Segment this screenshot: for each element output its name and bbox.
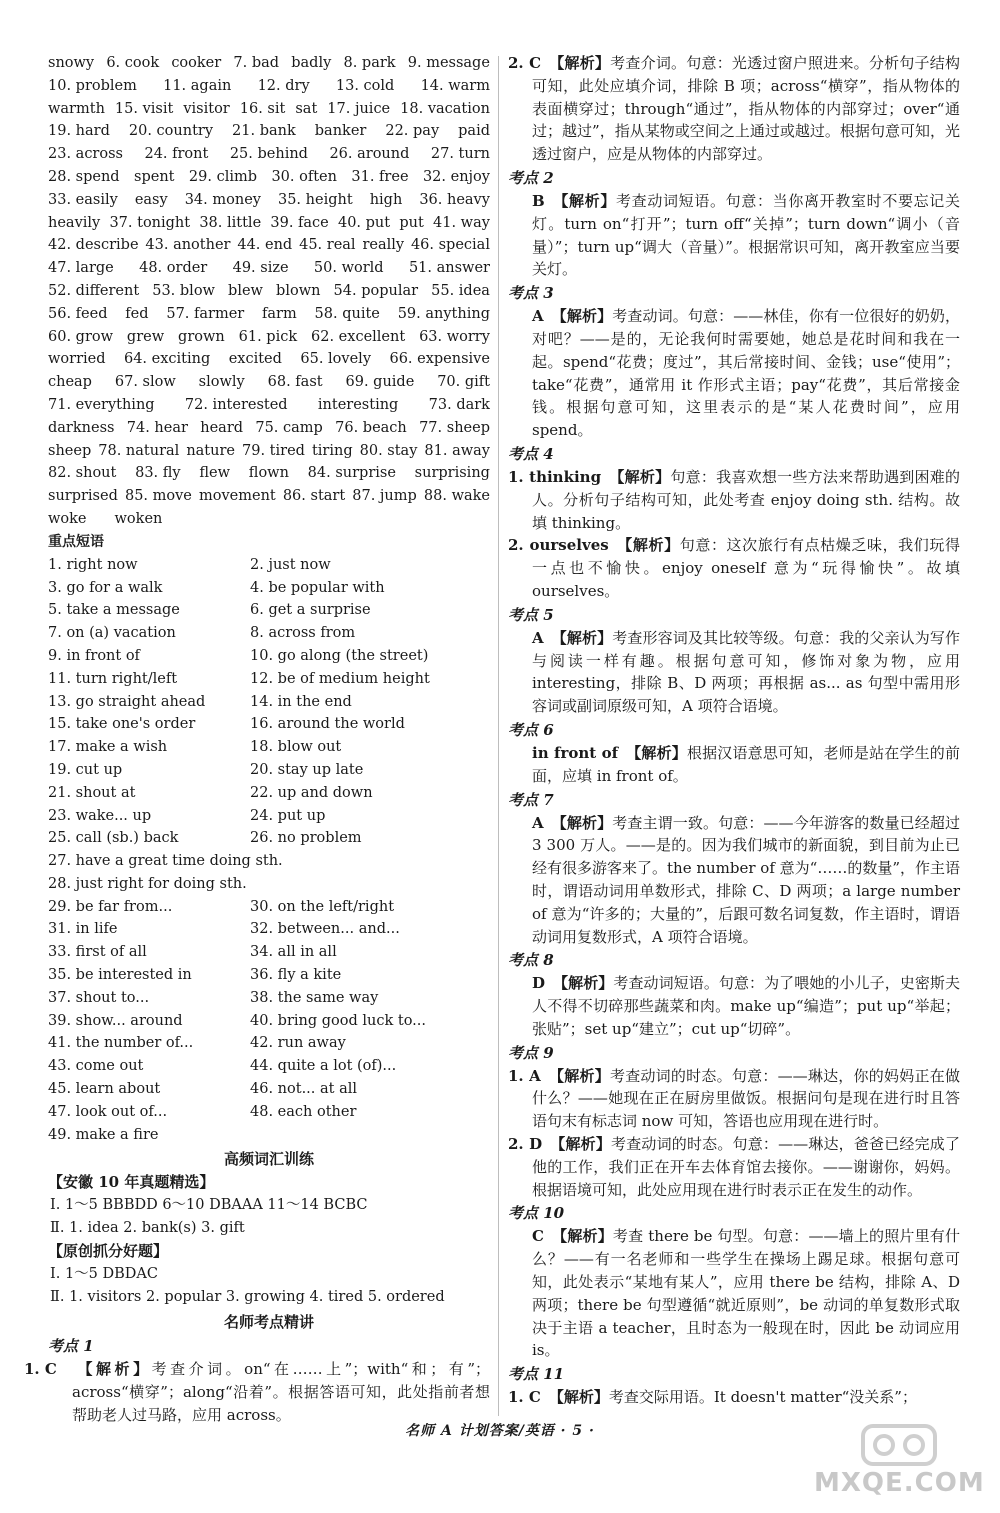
original-answer-2: Ⅱ. 1. visitors 2. popular 3. growing 4. tired 5. ordered [50,1289,445,1306]
word-entry: farm [262,305,297,322]
word-entry: nature [186,442,235,459]
word-entry: 55. idea [431,282,490,299]
word-entry: slowly [198,374,245,391]
word-entry: 70. gift [437,374,490,391]
answer-item [508,812,960,949]
word-line [48,417,490,440]
kaodian-label: 考点 10 [508,1204,565,1223]
phrase-entry: 15. take one's order [48,716,196,733]
kaodian-label: 考点 4 [508,444,554,463]
phrase-entry: 24. put up [250,807,326,824]
phrase-list [48,554,490,1147]
phrase-row [48,918,490,941]
answer-label: 2. C [508,54,542,72]
phrase-row [48,941,490,964]
analysis-text: 考查动词。句意：——林佳，你有一位很好的奶奶，对吧？——是的，无论我何时需要她，她总是花时间和我在一起。spend“花费；度过”，其后常接时间、金钱；use“使用”；take“花费”，通常用 it 作形式主语；pay“花费”，其后常接金钱。根据句意可知，这里表示的是“某人花费时间”，应用 spend。 [532,307,960,440]
watermark [814,1420,984,1498]
word-entry: 22. pay [385,123,440,140]
word-entry: 49. size [232,260,289,277]
word-entry: tiring [311,442,353,459]
word-entry: 71. everything [48,396,155,413]
kaodian-label: 考点 3 [508,284,554,303]
word-entry: 59. anything [397,305,490,322]
phrase-entry: 18. blow out [250,739,342,756]
word-line [48,189,490,212]
word-entry: blew [228,282,263,299]
word-line [48,371,490,394]
kaodian-label: 考点 5 [508,605,554,624]
phrase-entry: 14. in the end [250,693,352,710]
page-footer: 名师 A 计划答案/英语 · 5 · [405,1423,595,1439]
analysis-text: 考查交际用语。It doesn't matter“没关系”； [608,1388,917,1407]
word-entry: spent [134,168,175,185]
phrase-entry: 45. learn about [48,1081,161,1098]
word-entry: 68. fast [267,374,323,391]
word-entry: banker [314,123,367,140]
word-entry: 74. hear [126,419,188,436]
word-entry: 14. warm [420,77,490,94]
word-entry: 15. visit [114,100,174,117]
kaodian-label: 考点 7 [508,790,554,809]
word-entry: 84. surprise [307,465,396,482]
word-entry: 10. problem [48,77,137,94]
word-entry: movement [198,488,276,505]
phrase-row [48,1078,490,1101]
phrase-row [48,599,490,622]
word-entry: warmth [48,100,105,117]
word-entry: 39. face [270,214,329,231]
word-entry: blown [276,282,321,299]
word-entry: 78. natural [98,442,180,459]
anhui-answer-2: Ⅱ. 1. idea 2. bank(s) 3. gift [50,1220,245,1237]
word-entry: 80. stay [359,442,418,459]
word-entry: 48. order [139,260,208,277]
anhui-answer-1: Ⅰ. 1～5 BBBDD 6～10 DBAAA 11～14 BCBC [50,1197,368,1214]
phrase-entry: 29. be far from... [48,898,173,915]
word-entry: 51. answer [408,260,490,277]
phrase-entry: 21. shout at [48,784,136,801]
analysis-text: 句意：我喜欢想一些方法来帮助遇到困难的人。分析句子结构可知，此处考查 enjoy doing sth. 结构。故填 thinking。 [532,467,960,532]
word-entry: grew [126,328,165,345]
answer-item [508,627,960,718]
phrase-row [48,964,490,987]
answer-item [508,305,960,442]
answer-label: D [532,974,546,993]
answer-label: 2. ourselves [508,536,609,555]
word-entry: 25. behind [229,146,308,163]
word-entry: 65. lovely [300,351,372,368]
word-entry: 31. free [351,168,409,185]
phrase-row [48,805,490,828]
phrase-row [48,736,490,759]
word-entry: excited [228,351,282,368]
word-entry: really [362,237,405,254]
word-entry: 24. front [144,146,209,163]
answer-item [508,972,960,1040]
word-entry: 11. again [163,77,232,94]
phrase-row [48,645,490,668]
kaodian-label: 考点 6 [508,720,554,739]
word-entry: 44. end [237,237,293,254]
answer-label: 1. thinking [508,467,602,486]
watermark-text: MXQE.COM [814,1468,985,1498]
answer-item [508,466,960,534]
word-entry: 58. quite [314,305,380,322]
answer-label: A [532,307,544,326]
phrase-entry: 39. show... around [48,1012,183,1029]
word-entry: 81. away [424,442,490,459]
word-entry: 61. pick [238,328,298,345]
word-entry: 54. popular [333,282,419,299]
word-entry: 45. real [299,237,356,254]
word-entry: 66. expensive [389,351,490,368]
analysis-text: 考查主谓一致。句意：——今年游客的数量已经超过 3 300 万人。——是的。因为我们城市的新面貌，到目前为止已经有很多游客来了。the number of 意为“……的数量”，作主语时，谓语动词用单数形式，排除 C、D 两项；a large number of 意为“许多的；大量的”，后跟可数名词复数，作主语时，谓语动词用复数形式，A 项符合语境。 [532,813,960,946]
word-entry: 12. dry [257,77,310,94]
phrase-entry: 17. make a wish [48,739,168,756]
analysis-text: 考查形容词及其比较等级。句意：我的父亲认为写作与阅读一样有趣。根据句意可知，修饰对象为物，应用 interesting，排除 B、D 两项；再根据 as... as 句型中需用形容词或副词原级可知，A 项符合语境。 [532,628,960,716]
word-line [48,52,490,75]
word-entry: woke [48,510,87,527]
answer-label: B [532,191,545,210]
phrase-row [48,782,490,805]
phrase-entry: 16. around the world [250,716,405,733]
word-entry: 77. sheep [419,419,490,436]
phrase-row [48,668,490,691]
word-entry: 16. sit [239,100,286,117]
word-entry: 43. another [145,237,231,254]
word-entry: 52. different [48,282,140,299]
left-column [24,52,490,1427]
word-entry: 41. way [433,214,490,231]
phrase-row [48,713,490,736]
word-entry: 62. excellent [311,328,406,345]
answer-logo-icon [860,1420,938,1468]
analysis-tag: 【解析】 [551,628,613,647]
word-entry: 42. describe [48,237,139,254]
word-entry: paid [458,123,490,140]
phrase-entry: 23. wake... up [48,807,152,824]
word-entry: 85. move [124,488,192,505]
word-entry: 8. park [343,55,396,71]
word-entry: flew [199,465,231,482]
word-line [48,257,490,280]
word-line [48,462,490,485]
word-entry: 88. wake [423,488,490,505]
analysis-text: 考查动词的时态。句意：——琳达，爸爸已经完成了他的工作，我们正在开车去体育馆去接你。——谢谢你，妈妈。根据语境可知，此处应用现在进行时表示正在发生的动作。 [532,1135,960,1199]
word-entry: heard [200,419,244,436]
word-line [48,508,490,531]
analysis-tag: 【解析】 [609,467,671,486]
word-line [48,303,490,326]
analysis-text: 考查介词。on“在……上”；with“和；有”；across“横穿”；along“沿着”。根据答语可知，此处指前者想帮助老人过马路，应用 across。 [72,1360,490,1425]
word-entry: 40. put [337,214,391,231]
word-entry: 23. across [48,146,123,163]
word-entry: snowy [48,55,95,71]
analysis-text: 考查 there be 句型。句意：——墙上的照片里有什么？——有一名老师和一些学生在操场上踢足球。根据句意可知，此处表示“某地有某人”，应用 there be 结构，排除 A、D 两项；there be 句型遵循“就近原则”，be 动词的单复数形式取决于主语 a teacher，且时态为一般现在时，因此 be 动词应用 is。 [532,1227,960,1360]
phrase-entry: 49. make a fire [48,1126,159,1143]
word-entry: 75. camp [255,419,323,436]
phrase-row [48,622,490,645]
kaodian-label: 考点 9 [508,1043,554,1062]
word-entry: 76. beach [335,419,407,436]
phrase-entry: 13. go straight ahead [48,693,206,710]
analysis-text: 句意：这次旅行有点枯燥乏味，我们玩得一点也不愉快。enjoy oneself 意为“玩得愉快”。故填 ourselves。 [532,536,960,600]
word-line [48,166,490,189]
phrase-entry: 33. first of all [48,944,147,961]
analysis-text: 考查介词。句意：光透过窗户照进来。分析句子结构可知，此处应填介词，排除 B 项；across“横穿”，指从物体的表面横穿过；through“通过”，指从物体的内部穿过；over“通过；越过”，指从某物或空间之上通过或越过。根据句意可知，光透过窗户，应是从物体的内部穿过。 [532,54,960,164]
word-entry: grown [178,328,225,345]
word-line [48,98,490,121]
phrase-row [48,827,490,850]
column-divider [498,56,499,1416]
word-entry: darkness [48,419,115,436]
word-line [48,348,490,371]
phrase-entry: 34. all in all [250,944,337,961]
word-entry: 20. country [128,123,214,140]
original-heading: 【原创抓分好题】 [48,1242,169,1261]
word-entry: 29. climb [188,168,258,185]
phrase-entry: 30. on the left/right [250,898,395,915]
word-entry: 27. turn [430,146,490,163]
word-entry: 67. slow [114,374,176,391]
word-entry: 37. tonight [109,214,191,231]
answer-item [508,1065,960,1133]
word-entry: interesting [317,396,399,413]
analysis-text: 考查动词短语。句意：当你离开教室时不要忘记关灯。turn on“打开”；turn off“关掉”；turn down“调小（音量）”；turn up“调大（音量）”。根据常识可知，离开教室应当要关灯。 [532,191,960,279]
word-line [48,143,490,166]
phrase-entry: 44. quite a lot (of)... [250,1058,397,1075]
word-line [48,212,490,235]
kaodian-label: 考点 1 [48,1337,94,1356]
answer-item [508,534,960,602]
word-entry: 9. message [407,55,490,71]
word-entry: 13. cold [335,77,395,94]
phrase-entry: 12. be of medium height [250,670,430,687]
word-entry: flown [248,465,289,482]
analysis-tag: 【解析】 [548,1066,610,1085]
word-entry: 87. jump [352,488,417,505]
phrase-entry: 1. right now [48,556,138,573]
word-entry: surprised [48,488,118,505]
phrase-entry: 10. go along (the street) [250,647,429,664]
word-entry: 38. little [199,214,262,231]
analysis-tag: 【解析】 [626,743,687,762]
analysis-tag: 【解析】 [549,54,611,72]
word-line [48,440,490,463]
answer-item [508,52,960,166]
word-entry: 53. blow [152,282,215,299]
word-entry: cheap [48,374,92,391]
analysis-tag: 【解析】 [550,1135,612,1154]
word-entry: 60. grow [48,328,114,345]
word-entry: 28. spend [48,168,120,185]
phrase-row [48,554,490,577]
word-entry: 63. worry [419,328,490,345]
kaodian-label: 考点 2 [508,168,554,187]
lecture-title: 名师考点精讲 [223,1313,314,1332]
anhui-heading: 【安徽 10 年真题精选】 [48,1173,215,1192]
phrase-entry: 2. just now [250,556,331,573]
phrase-entry: 32. between... and... [250,921,400,938]
word-entry: heavily [48,214,101,231]
phrase-entry: 4. be popular with [250,579,385,596]
word-entry: 73. dark [428,396,490,413]
word-list [48,52,490,531]
word-entry: 86. start [282,488,346,505]
word-entry: put [399,214,424,231]
answer-item [508,1225,960,1362]
analysis-text: 考查动词短语。句意：为了喂她的小儿子，史密斯夫人不得不切碎那些蔬菜和肉。make up“编造”；put up“举起；张贴”；set up“建立”；cut up“切碎”。 [532,974,960,1038]
word-line [48,326,490,349]
word-line [48,394,490,417]
answer-item [508,742,960,788]
word-entry: 36. heavy [419,191,490,208]
phrase-entry: 27. have a great time doing sth. [48,853,283,870]
phrase-entry: 9. in front of [48,647,140,664]
word-entry: 6. cook [106,55,160,71]
word-entry: fed [125,305,149,322]
analysis-tag: 【解析】 [553,974,614,993]
answer-label: C [532,1227,544,1246]
phrase-entry: 7. on (a) vacation [48,625,176,642]
phrase-entry: 11. turn right/left [48,670,178,687]
word-entry: woken [114,510,163,527]
phrase-entry: 19. cut up [48,761,123,778]
phrase-entry: 31. in life [48,921,118,938]
word-entry: worried [48,351,106,368]
word-entry: high [369,191,403,208]
word-entry: 69. guide [345,374,415,391]
word-line [48,120,490,143]
phrase-entry: 40. bring good luck to... [250,1012,427,1029]
word-entry: badly [291,55,332,71]
word-entry: sheep [48,442,92,459]
analysis-tag: 【解析】 [551,307,613,326]
phrase-entry: 47. look out of... [48,1103,168,1120]
word-entry: 47. large [48,260,114,277]
phrase-entry: 8. across from [250,625,356,642]
phrase-row [48,691,490,714]
word-entry: 34. money [184,191,261,208]
word-entry: cooker [171,55,222,71]
analysis-tag: 【解析】 [548,1388,609,1407]
phrase-entry: 38. the same way [250,989,379,1006]
word-entry: 26. around [329,146,410,163]
phrase-row [48,987,490,1010]
word-line [48,234,490,257]
phrase-entry: 5. take a message [48,602,180,619]
word-entry: 56. feed [48,305,108,322]
phrase-entry: 22. up and down [250,784,373,801]
answer-label: A [532,628,544,647]
kaodian-label: 考点 8 [508,951,554,970]
word-line [48,280,490,303]
answer-item [508,190,960,281]
original-answer-1: Ⅰ. 1～5 DBDAC [50,1266,158,1283]
word-entry: 33. easily [48,191,118,208]
word-entry: 35. height [277,191,353,208]
word-entry: 19. hard [48,123,110,140]
phrase-entry: 42. run away [250,1035,346,1052]
word-entry: surprising [414,465,490,482]
phrase-entry: 26. no problem [250,830,362,847]
phrase-entry: 3. go for a walk [48,579,163,596]
word-entry: sat [295,100,318,117]
phrases-heading: 重点短语 [48,533,104,550]
word-entry: 83. fly [135,465,181,482]
word-entry: 7. bad [233,55,280,71]
phrase-entry: 25. call (sb.) back [48,830,179,847]
analysis-text: 考查动词的时态。句意：——琳达，你的妈妈正在做什么？——她现在正在厨房里做饭。根据问句是现在进行时且答语句末有标志词 now 可知，答语也应用现在进行时。 [532,1066,960,1131]
word-entry: 64. exciting [123,351,211,368]
phrase-entry: 48. each other [250,1103,357,1120]
phrase-entry: 20. stay up late [250,761,364,778]
phrase-entry: 35. be interested in [48,967,192,984]
word-line [48,75,490,98]
phrase-row [48,896,490,919]
word-entry: 72. interested [184,396,288,413]
word-entry: 30. often [271,168,337,185]
phrase-row [48,759,490,782]
phrase-row [48,1101,490,1124]
analysis-tag: 【解析】 [551,1227,613,1246]
analysis-tag: 【解析】 [74,1360,152,1379]
right-column [508,52,960,1409]
analysis-tag: 【解析】 [551,813,613,832]
answer-item [24,1358,490,1426]
word-entry: 82. shout [48,465,117,482]
analysis-tag: 【解析】 [552,191,617,210]
phrase-entry: 6. get a surprise [250,602,371,619]
phrase-entry: 46. not... at all [250,1081,358,1098]
phrase-entry: 28. just right for doing sth. [48,875,247,892]
phrase-entry: 36. fly a kite [250,967,342,984]
phrase-row [48,577,490,600]
phrase-entry: 41. the number of... [48,1035,194,1052]
answer-label: 2. D [508,1135,543,1154]
word-entry: 21. bank [232,123,296,140]
phrase-entry: 37. shout to... [48,989,150,1006]
phrase-entry: 43. come out [48,1058,144,1075]
phrase-row [48,1010,490,1033]
word-entry: 57. farmer [166,305,245,322]
word-entry: 50. world [313,260,384,277]
answer-label: A [532,813,544,832]
word-entry: 79. tired [242,442,305,459]
word-entry: easy [134,191,168,208]
phrase-row [48,1055,490,1078]
word-line [48,485,490,508]
phrase-row [48,1032,490,1055]
word-entry: 32. enjoy [422,168,490,185]
answer-label: 1. C [508,1388,541,1407]
kaodian-label: 考点 11 [508,1365,565,1384]
analysis-tag: 【解析】 [616,536,680,555]
word-entry: 46. special [410,237,490,254]
answer-label: 1. C [24,1360,57,1379]
answer-label: in front of [532,743,619,762]
word-entry: visitor [183,100,230,117]
answer-item [508,1133,960,1201]
training-title: 高频词汇训练 [223,1150,314,1169]
word-entry: 18. vacation [400,100,490,117]
answer-item [508,1386,960,1409]
answer-label: 1. A [508,1066,541,1085]
word-entry: 17. juice [327,100,391,117]
analysis-text: 根据汉语意思可知，老师是站在学生的前面，应填 in front of。 [532,743,960,785]
